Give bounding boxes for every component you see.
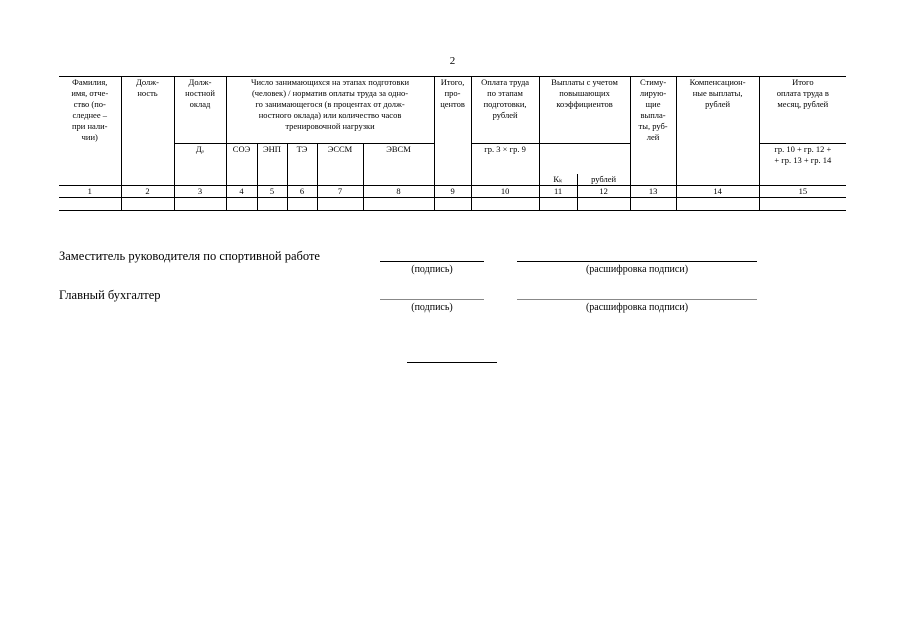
subheader-essm: ЭССМ [317,143,363,174]
header-total-percent: Итого, про- центов [434,77,471,144]
header-compensation: Компенсацион- ные выплаты, рублей [676,77,759,144]
subheader-formula-10: гр. 3 × гр. 9 [471,143,539,174]
signature-line [380,261,484,262]
header-coef-group: Выплаты с учетом повышающих коэффициентов [539,77,630,144]
signature-caption: (подпись) [411,264,453,275]
column-number: 8 [363,185,434,197]
header-salary: Долж- ностной оклад [174,77,226,144]
subheader-soe: СОЭ [226,143,257,174]
subheader-formula-15: гр. 10 + гр. 12 + + гр. 13 + гр. 14 [759,143,846,174]
header-full-name: Фамилия, имя, отче- ство (по- следнее – при нали- чии) [59,77,121,144]
column-number: 9 [434,185,471,197]
subheader-evsm: ЭВСМ [363,143,434,174]
column-numbers-row [59,185,846,197]
page-number: 2 [449,55,456,67]
signature-decode-caption: (расшифровка подписи) [585,264,689,275]
column-number: 14 [676,185,759,197]
subheader-te: ТЭ [287,143,317,174]
subheader-enp: ЭНП [257,143,287,174]
footer-separator-line [407,362,497,363]
column-number: 5 [257,185,287,197]
header-trainees-group: Число занимающихся на этапах подготовки (человек) / норматив оплаты труда за одно- го занимающегося (в процентах от долж- ностного оклада) или количество часов тренировочной нагрузки [226,77,434,144]
empty-data-row [59,197,846,210]
column-number: 3 [174,185,226,197]
column-number: 12 [577,185,630,197]
signature-decode-caption: (расшифровка подписи) [585,302,689,313]
column-number: 7 [317,185,363,197]
header-position: Долж- ность [121,77,174,144]
column-number: 6 [287,185,317,197]
subheader-rubles: рублей [577,174,630,186]
payroll-table [59,76,846,211]
signature-title-chief-accountant: Главный бухгалтер [59,288,161,302]
subheader-qualification [539,143,630,174]
signature-caption: (подпись) [411,302,453,313]
signature-line [380,299,484,300]
column-number: 15 [759,185,846,197]
signature-decode-line [517,261,757,262]
column-number: 2 [121,185,174,197]
column-number: 4 [226,185,257,197]
subheader-kk: Кₖ [539,174,577,186]
header-monthly-total: Итого оплата труда в месяц, рублей [759,77,846,144]
column-number: 13 [630,185,676,197]
header-pay-by-stage: Оплата труда по этапам подготовки, рублей [471,77,539,144]
header-incentive: Стиму- лирую- щие выпла- ты, руб- лей [630,77,676,144]
signature-decode-line [517,299,757,300]
subheader-do: Дₒ [174,143,226,174]
column-number: 10 [471,185,539,197]
signature-title-deputy: Заместитель руководителя по спортивной работе [59,249,320,263]
column-number: 11 [539,185,577,197]
column-number: 1 [59,185,121,197]
